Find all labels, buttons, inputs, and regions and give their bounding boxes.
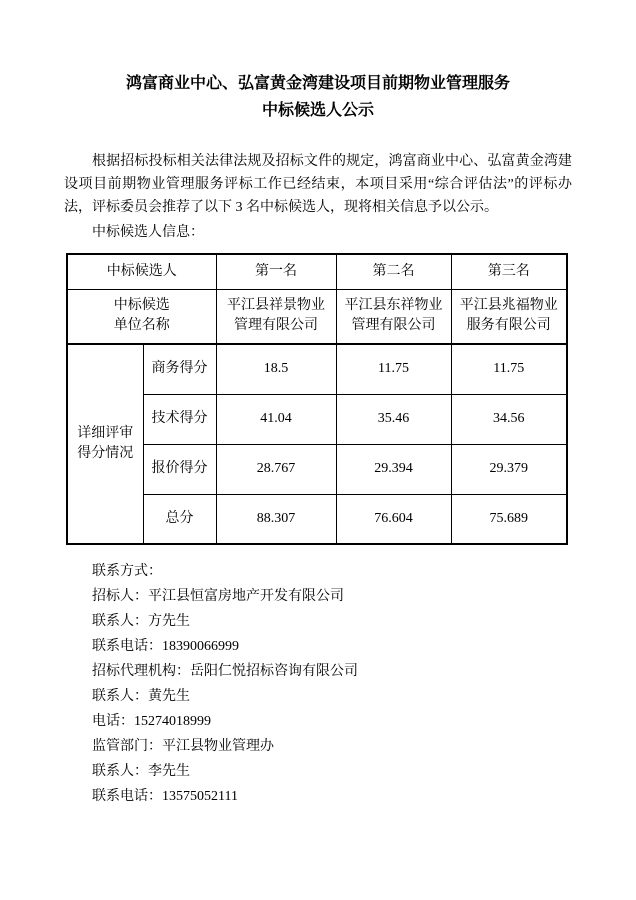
- score-price-3: 29.379: [451, 444, 567, 494]
- score-price-2: 29.394: [336, 444, 451, 494]
- candidates-table: [66, 253, 568, 545]
- company-name-2: 平江县东祥物业管理有限公司: [336, 289, 451, 344]
- score-label-business: 商务得分: [143, 344, 216, 394]
- unit-name-row: [67, 289, 567, 344]
- score-row-business: [67, 344, 567, 394]
- contact-line-person-2: 联系人：黄先生: [92, 689, 190, 704]
- contact-line-tenderer: 招标人：平江县恒富房地产开发有限公司: [92, 589, 344, 604]
- table-header-row: [67, 254, 567, 289]
- score-label-technical: 技术得分: [143, 394, 216, 444]
- company-name-3: 平江县兆福物业服务有限公司: [451, 289, 567, 344]
- header-rank-2: 第二名: [336, 254, 451, 289]
- company-name-1: 平江县祥景物业管理有限公司: [216, 289, 336, 344]
- contact-line-phone-1: 联系电话：18390066999: [92, 639, 239, 654]
- unit-row-label: [67, 289, 216, 344]
- score-business-3: 11.75: [451, 344, 567, 394]
- score-total-1: 88.307: [216, 494, 336, 544]
- contact-line-phone-2: 电话：15274018999: [92, 714, 211, 729]
- detail-label-line1: 详细评审: [77, 426, 134, 441]
- score-label-total: 总分: [143, 494, 216, 544]
- contact-line-phone-3: 联系电话：13575052111: [92, 789, 238, 804]
- document-title: [64, 70, 572, 124]
- document-title-line1: 鸿富商业中心、弘富黄金湾建设项目前期物业管理服务: [125, 75, 510, 92]
- contact-info-section: [64, 559, 572, 809]
- score-business-1: 18.5: [216, 344, 336, 394]
- header-rank-1: 第一名: [216, 254, 336, 289]
- score-technical-3: 34.56: [451, 394, 567, 444]
- document-title-line2: 中标候选人公示: [261, 102, 374, 119]
- contact-line-agency: 招标代理机构：岳阳仁悦招标咨询有限公司: [92, 664, 358, 679]
- score-technical-2: 35.46: [336, 394, 451, 444]
- score-price-1: 28.767: [216, 444, 336, 494]
- score-label-price: 报价得分: [143, 444, 216, 494]
- score-technical-1: 41.04: [216, 394, 336, 444]
- contact-heading: 联系方式：: [92, 564, 162, 579]
- unit-row-label-line2: 单位名称: [113, 318, 170, 334]
- header-rank-3: 第三名: [451, 254, 567, 289]
- score-total-3: 75.689: [451, 494, 567, 544]
- detail-section-label: [67, 344, 143, 544]
- score-business-2: 11.75: [336, 344, 451, 394]
- table-caption: 中标候选人信息：: [92, 225, 204, 240]
- unit-row-label-line1: 中标候选: [113, 298, 170, 314]
- contact-line-supervisor: 监管部门：平江县物业管理办: [92, 739, 274, 754]
- intro-paragraph: 根据招标投标相关法律法规及招标文件的规定，鸿富商业中心、弘富黄金湾建设项目前期物业管理服务评标工作已经结束，本项目采用“综合评估法”的评标办法，评标委员会推荐了以下 3 名中标候选人，现将相关信息予以公示。: [64, 154, 572, 215]
- detail-label-line2: 得分情况: [77, 446, 134, 461]
- header-candidate-label: 中标候选人: [67, 254, 216, 289]
- score-total-2: 76.604: [336, 494, 451, 544]
- contact-line-person-3: 联系人：李先生: [92, 764, 190, 779]
- contact-line-person-1: 联系人：方先生: [92, 614, 190, 629]
